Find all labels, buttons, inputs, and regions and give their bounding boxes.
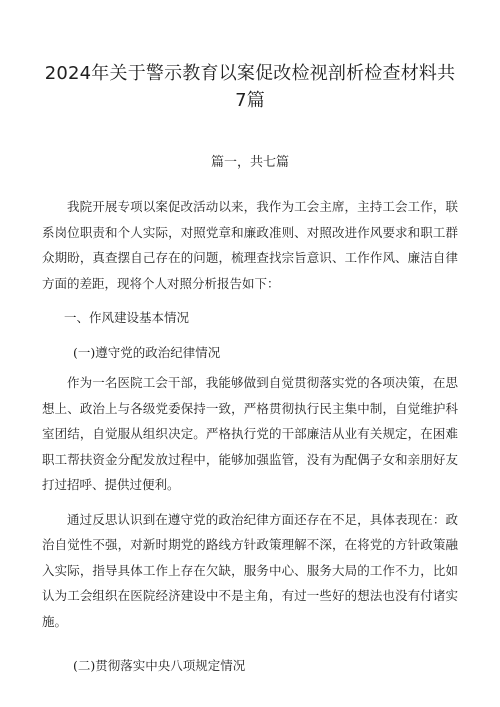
paragraph-compliance: 作为一名医院工会干部，我能够做到自觉贯彻落实党的各项决策，在思想上、政治上与各级党委保持一致，严格贯彻执行民主集中制，自觉维护科室团结，自觉服从组织决定。严格执行党的干部廉洁从业有关规定，在困难职工帮扶资金分配发放过程中，能够加强监管，没有为配偶子女和亲朋好友打过招呼、提供过便利。: [42, 375, 458, 492]
intro-paragraph: 我院开展专项以案促改活动以来，我作为工会主席，主持工会工作，联系岗位职责和个人实际，对照党章和廉政准则、对照改进作风要求和职工群众期盼，真查摆自己存在的问题，梳理查找宗旨意识、工作作风、廉洁自律方面的差距，现将个人对照分析报告如下：: [42, 199, 458, 291]
paragraph-shortcomings: 通过反思认识到在遵守党的政治纪律方面还存在不足，具体表现在：政治自觉性不强，对新时期党的路线方针政策理解不深，在将党的方针政策融入实际，指导具体工作上存在欠缺，服务中心、服务大局的工作不力，比如认为工会组织在医院经济建设中不是主角，有过一些好的想法也没有付诸实施。: [42, 511, 458, 629]
section-title: 篇一，共七篇: [210, 155, 289, 170]
heading-style-overview: 一、作风建设基本情况: [64, 310, 190, 325]
heading-eight-regulations: (二)贯彻落实中央八项规定情况: [73, 658, 246, 673]
heading-political-discipline: (一)遵守党的政治纪律情况: [73, 345, 221, 360]
document-title: 2024年关于警示教育以案促改检视剖析检查材料共7篇: [44, 63, 456, 111]
